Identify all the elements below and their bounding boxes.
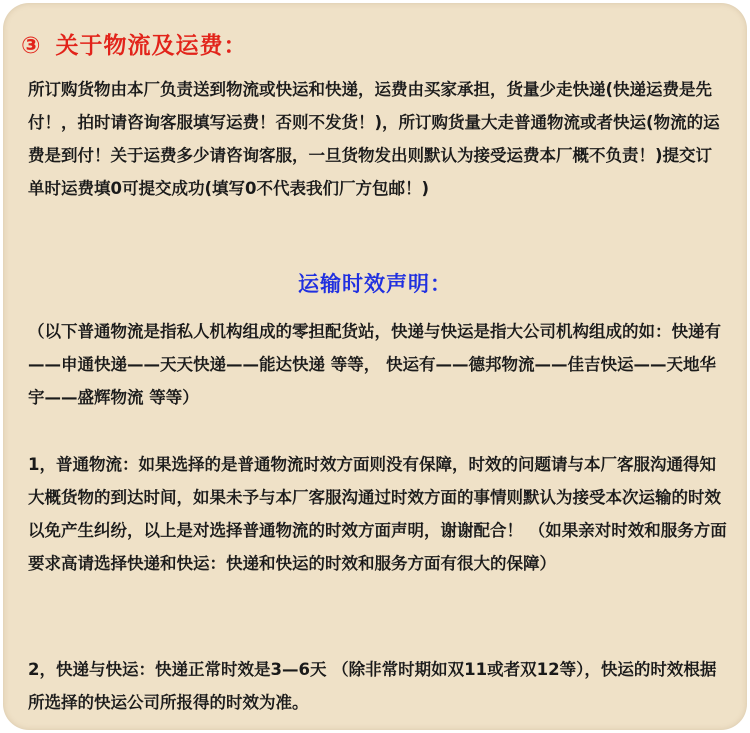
logistics-intro-paragraph: （以下普通物流是指私人机构组成的零担配货站，快递与快运是指大公司机构组成的如：快递有——申通快递——天天快递——能达快递 等等， 快运有——德邦物流——佳吉快运——天地华宇——盛辉物流 等等） (28, 322, 721, 407)
item-2-paragraph: 2，快递与快运：快递正常时效是3—6天 （除非常时期如双11或者双12等），快运的时效根据所选择的快运公司所报得的时效为准。 (28, 660, 717, 712)
item-1-paragraph: 1，普通物流：如果选择的是普通物流时效方面则没有保障，时效的问题请与本厂客服沟通得知大概货物的到达时间，如果未予与本厂客服沟通过时效方面的事情则默认为接受本次运输的时效以免产生纠纷，以上是对选择普通物流的时效方面声明，谢谢配合！ （如果亲对时效和服务方面要求高请选择快递和快运：快递和快运的时效和服务方面有很大的保障） (28, 455, 727, 573)
circled-number: ③ (21, 33, 42, 59)
section-title: 关于物流及运费： (55, 33, 248, 59)
shipping-paragraph: 所订购货物由本厂负责送到物流或快运和快递，运费由买家承担，货量少走快递(快递运费是先付！，拍时请咨询客服填写运费！否则不发货！)，所订购货量大走普通物流或者快运(物流的运费是到付！关于运费多少请咨询客服，一旦货物发出则默认为接受运费本厂概不负责！)提交订单时运费填0可提交成功(填写0不代表我们厂方包邮！) (28, 80, 720, 198)
subsection-title: 运输时效声明： (298, 272, 452, 296)
notice-panel (3, 3, 747, 730)
section-heading (21, 27, 247, 60)
